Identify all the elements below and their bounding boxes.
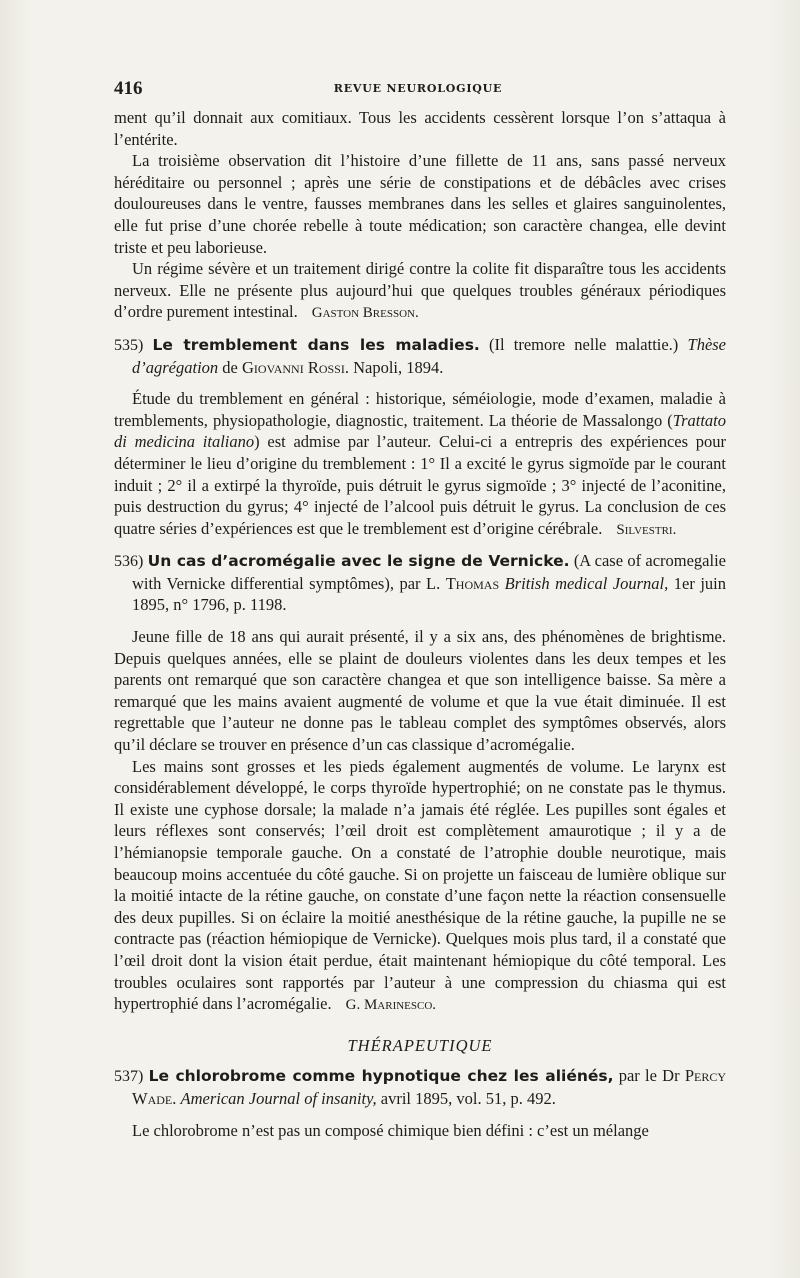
entry-536-body-1: Jeune fille de 18 ans qui aurait présenté, il y a six ans, des phénomènes de brightisme. Depuis quelques années, elle se plaint de douleurs violentes dans les deux tempes et les parents ont remarqué que son caractère changea et que son intelligence baisse. Sa mère a remarqué que les mains avaient augmenté de volume et que la vue était diminuée. Il est regrettable que l’auteur ne donne pas le tableau complet des symptômes observés, alors qu’il déclare se trouver en présence d’un cas classique d’acromégalie. bbox=[114, 627, 726, 755]
paragraph-treatment-text: Un régime sévère et un traitement dirigé contre la colite fit disparaître tous les accidents nerveux. Elle ne présente plus aujourd’hui que quelques troubles généraux périodiques d’ordre purement intestinal. bbox=[114, 259, 726, 322]
entry-535-body-italic: Trattato di medicina italiano bbox=[114, 410, 726, 452]
entry-535-body-text-2: ) est admise par l’auteur. Celui-ci a entrepris des expériences pour déterminer le lieu d’origine du tremblement : 1° Il a excité le gyrus sigmoïde par le courant induit ; 2° il a extirpé la thyroïde, puis détruit le gyrus sigmoïde ; 3° injecté de l’aconitine, puis destruction du gyrus; 4° injecté de l’alcool puis détruit le gyrus. La conclusion de ces quatre séries d’expériences est que le tremblement est d’origine cérébrale. bbox=[114, 432, 727, 538]
entry-537-body: Le chlorobrome n’est pas un composé chimique bien défini : c’est un mélange bbox=[132, 1120, 649, 1140]
entry-536-title: Un cas d’acromégalie avec le signe de Vernicke. bbox=[147, 552, 570, 571]
entry-535-place: Napoli, 1894. bbox=[353, 357, 444, 377]
signature-marinesco: G. Marinesco. bbox=[345, 997, 437, 1014]
entry-535-de: de bbox=[222, 357, 238, 377]
entry-535-title: Le tremblement dans les maladies. bbox=[152, 335, 480, 354]
paragraph-treatment bbox=[114, 258, 726, 325]
entry-535-subtitle: (Il tremore nelle malattie.) bbox=[489, 334, 679, 354]
entry-535-body bbox=[114, 388, 726, 541]
entry-537-par: par le Dr bbox=[618, 1066, 680, 1086]
entry-537-title: Le chlorobrome comme hypnotique chez les aliénés, bbox=[148, 1067, 614, 1086]
entry-536-journal: British medical Journal, bbox=[504, 573, 669, 593]
entry-535-body-text-1: Étude du tremblement en général : historique, séméiologie, mode d’examen, maladie à tremblements, physiopathologie, diagnostic, traitement. La théorie de Massalongo ( bbox=[114, 389, 726, 430]
entry-537-number: 537) bbox=[114, 1068, 144, 1086]
entry-537-author: Percy Wade. bbox=[132, 1066, 727, 1108]
entry-537-journal: American Journal of insanity, bbox=[180, 1088, 377, 1108]
entry-536-heading bbox=[114, 550, 726, 616]
entry-537-heading bbox=[114, 1065, 726, 1109]
entry-535-number: 535) bbox=[114, 336, 144, 354]
entry-535-author: Giovanni Rossi. bbox=[242, 357, 349, 377]
section-title-therapeutique: THÉRAPEUTIQUE bbox=[347, 1035, 493, 1055]
signature-bresson: Gaston Bresson. bbox=[311, 305, 419, 322]
entry-536-date: 1er juin 1895, n° 1796, p. 1198. bbox=[132, 573, 726, 615]
entry-536-author: Thomas bbox=[445, 573, 500, 593]
page-number: 416 bbox=[114, 78, 143, 99]
page-body bbox=[114, 107, 726, 1141]
entry-537-date: avril 1895, vol. 51, p. 492. bbox=[380, 1088, 556, 1108]
entry-536-body-2-text: Les mains sont grosses et les pieds également augmentés de volume. Le larynx est considérablement développé, le corps thyroïde hypertrophié; on ne constate pas le thymus. Il existe une cyphose dorsale; la malade n’a jamais été réglée. Les pupilles sont égales et leurs réflexes sont conservés; l’œil droit est complètement amaurotique ; il y a de l’hémianopsie temporale gauche. On a constaté de l’atrophie double neurotique, mais beaucoup moins accentuée du côté gauche. Si on projette un faisceau de lumière oblique sur la moitié intacte de la rétine gauche, on constate d’une façon nette la réaction consensuelle des deux pupilles. Si on éclaire la moitié anesthésique de la rétine gauche, la pupille ne se contracte pas (réaction hémiopique de Vernicke). Quelques mois plus tard, il a constaté que l’œil droit dont la vision était perdue, était maintenant hémiopique du côté temporal. Les troubles oculaires sont rapportés par l’auteur à une compression du chiasma qui est hypertrophié dans l’acromégalie. bbox=[114, 756, 726, 1014]
paragraph-continuation: ment qu’il donnait aux comitiaux. Tous les accidents cessèrent lorsque l’on s’attaqua à l’entérite. bbox=[114, 108, 726, 149]
entry-535-heading bbox=[114, 334, 726, 378]
running-title: REVUE NEUROLOGIQUE bbox=[333, 82, 503, 95]
entry-536-subtitle: (A case of acromegalie with Vernicke differential symptômes), par L. bbox=[132, 551, 726, 593]
paragraph-third-observation: La troisième observation dit l’histoire d’une fillette de 11 ans, sans passé nerveux héréditaire ou personnel ; après une série de constipations et de débâcles avec crises douloureuses dans le ventre, fausses membranes dans les selles et glaires sanguinolentes, elle fut prise d’une chorée rebelle à toute médication; son caractère changea, elle devint triste et peu laborieuse. bbox=[114, 151, 726, 257]
entry-535-these: Thèse d’agrégation bbox=[132, 334, 727, 377]
entry-536-body-2 bbox=[114, 756, 726, 1017]
page-header bbox=[114, 78, 722, 100]
signature-silvestri: Silvestri. bbox=[616, 521, 677, 538]
entry-536-number: 536) bbox=[114, 553, 144, 571]
